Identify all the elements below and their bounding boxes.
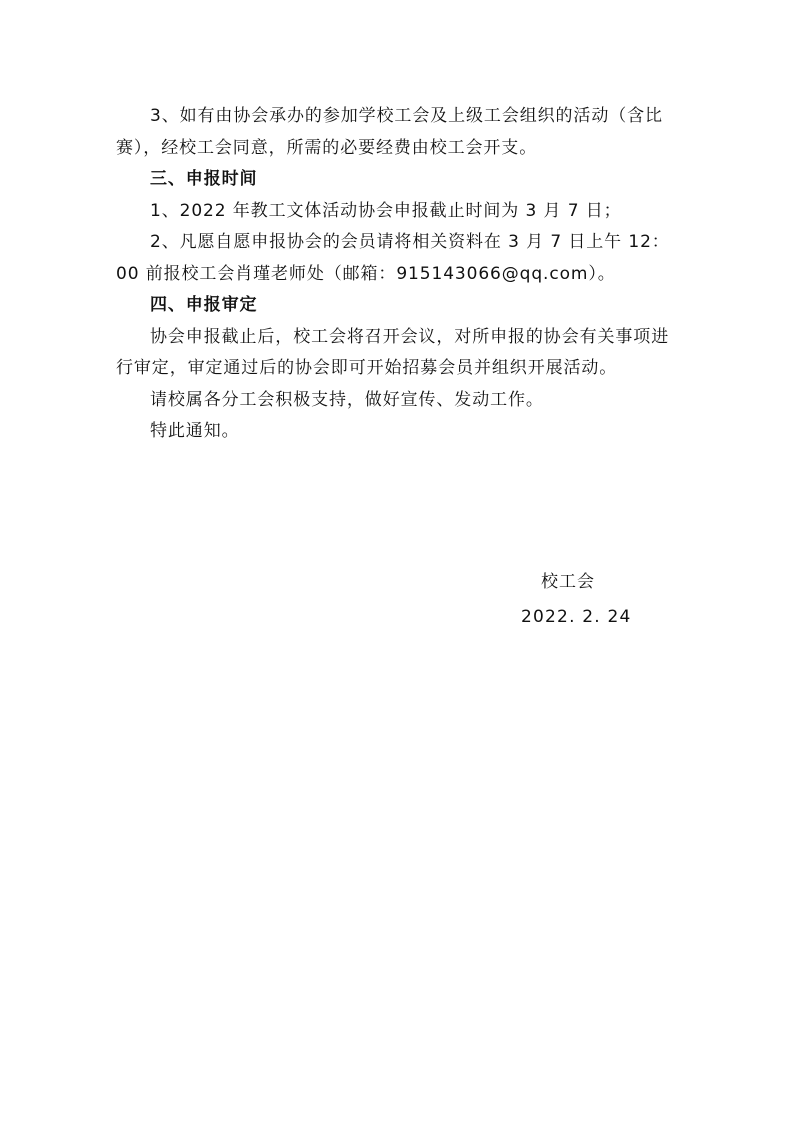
- paragraph-support-request: 请校属各分工会积极支持，做好宣传、发动工作。: [150, 389, 544, 410]
- paragraph-funding-clause: 3、如有由协会承办的参加学校工会及上级工会组织的活动（含比赛），经校工会同意，所需的必要经费由校工会开支。: [116, 106, 663, 158]
- paragraph-submission-instructions: 2、凡愿自愿申报协会的会员请将相关资料在 3 月 7 日上午 12：00 前报校工会肖瑾老师处（邮箱：915143066@qq.com）。: [116, 232, 670, 284]
- document-body: [116, 101, 676, 448]
- section-heading-application-time: 三、申报时间: [150, 169, 258, 189]
- paragraph-closing: 特此通知。: [150, 421, 240, 441]
- paragraph-review-process: 协会申报截止后，校工会将召开会议，对所申报的协会有关事项进行审定，审定通过后的协会即可开始招募会员并组织开展活动。: [116, 326, 670, 378]
- signature-date: 2022. 2. 24: [521, 607, 632, 627]
- section-heading-review: 四、申报审定: [150, 295, 258, 315]
- signature-organization: 校工会: [541, 572, 595, 592]
- paragraph-deadline: 1、2022 年教工文体活动协会申报截止时间为 3 月 7 日；: [150, 200, 622, 221]
